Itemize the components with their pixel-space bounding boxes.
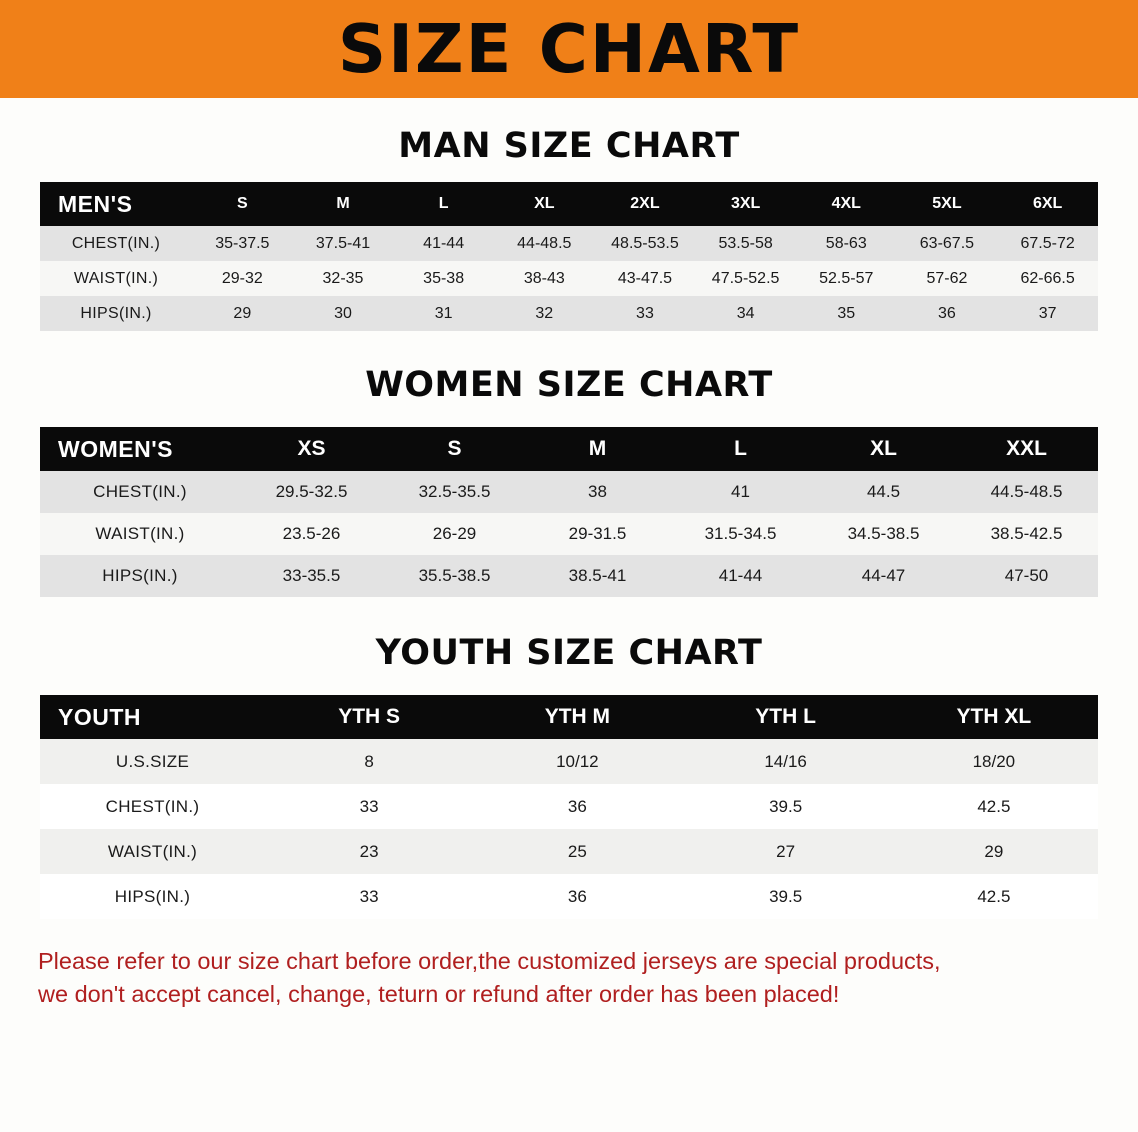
- table-cell: 44-48.5: [494, 226, 595, 261]
- man-table-wrapper: [40, 182, 1098, 331]
- table-cell: 47-50: [955, 555, 1098, 597]
- table-cell: 33: [265, 874, 473, 919]
- table-cell: 35-38: [393, 261, 494, 296]
- table-cell: 26-29: [383, 513, 526, 555]
- row-label: HIPS(IN.): [40, 296, 192, 331]
- table-cell: 62-66.5: [997, 261, 1098, 296]
- table-cell: 36: [897, 296, 998, 331]
- column-header: 3XL: [695, 182, 796, 226]
- women-table-wrapper: [40, 427, 1098, 597]
- table-cell: 52.5-57: [796, 261, 897, 296]
- banner: [0, 0, 1138, 98]
- table-cell: 41-44: [393, 226, 494, 261]
- column-header: YTH S: [265, 695, 473, 739]
- table-cell: 35.5-38.5: [383, 555, 526, 597]
- table-cell: 38.5-42.5: [955, 513, 1098, 555]
- table-cell: 30: [293, 296, 394, 331]
- column-header: 6XL: [997, 182, 1098, 226]
- table-cell: 48.5-53.5: [595, 226, 696, 261]
- disclaimer-line-2: we don't accept cancel, change, teturn or refund after order has been placed!: [38, 981, 840, 1008]
- column-header: MEN'S: [40, 182, 192, 226]
- women-section-heading: WOMEN SIZE CHART: [365, 365, 773, 405]
- table-cell: 53.5-58: [695, 226, 796, 261]
- table-row: [40, 471, 1098, 513]
- column-header: S: [383, 427, 526, 471]
- table-cell: 32: [494, 296, 595, 331]
- table-cell: 38.5-41: [526, 555, 669, 597]
- column-header: YOUTH: [40, 695, 265, 739]
- table-cell: 35-37.5: [192, 226, 293, 261]
- table-cell: 27: [682, 829, 890, 874]
- table-cell: 18/20: [890, 739, 1098, 784]
- table-cell: 44.5-48.5: [955, 471, 1098, 513]
- women-size-table: [40, 427, 1098, 597]
- column-header: XL: [812, 427, 955, 471]
- table-cell: 32.5-35.5: [383, 471, 526, 513]
- row-label: HIPS(IN.): [40, 874, 265, 919]
- table-cell: 37: [997, 296, 1098, 331]
- table-row: [40, 829, 1098, 874]
- table-row: [40, 874, 1098, 919]
- table-cell: 31: [393, 296, 494, 331]
- table-cell: 8: [265, 739, 473, 784]
- row-label: CHEST(IN.): [40, 471, 240, 513]
- table-cell: 58-63: [796, 226, 897, 261]
- table-cell: 44-47: [812, 555, 955, 597]
- row-label: WAIST(IN.): [40, 829, 265, 874]
- table-cell: 29-31.5: [526, 513, 669, 555]
- table-cell: 41: [669, 471, 812, 513]
- column-header: YTH M: [473, 695, 681, 739]
- table-cell: 23.5-26: [240, 513, 383, 555]
- man-size-table: [40, 182, 1098, 331]
- table-cell: 43-47.5: [595, 261, 696, 296]
- table-row: [40, 513, 1098, 555]
- table-cell: 38-43: [494, 261, 595, 296]
- row-label: WAIST(IN.): [40, 513, 240, 555]
- row-label: U.S.SIZE: [40, 739, 265, 784]
- table-cell: 34: [695, 296, 796, 331]
- column-header: XL: [494, 182, 595, 226]
- table-cell: 29: [890, 829, 1098, 874]
- table-cell: 25: [473, 829, 681, 874]
- column-header: WOMEN'S: [40, 427, 240, 471]
- table-cell: 41-44: [669, 555, 812, 597]
- table-cell: 44.5: [812, 471, 955, 513]
- column-header: XXL: [955, 427, 1098, 471]
- table-row: [40, 784, 1098, 829]
- column-header: S: [192, 182, 293, 226]
- disclaimer-line-1: Please refer to our size chart before order,the customized jerseys are special products,: [38, 948, 941, 974]
- column-header: XS: [240, 427, 383, 471]
- disclaimer-note: [38, 945, 1100, 1012]
- column-header: M: [526, 427, 669, 471]
- column-header: YTH L: [682, 695, 890, 739]
- column-header: 4XL: [796, 182, 897, 226]
- column-header: M: [293, 182, 394, 226]
- table-cell: 39.5: [682, 874, 890, 919]
- youth-table-wrapper: [40, 695, 1098, 919]
- table-header-row: [40, 182, 1098, 226]
- table-cell: 23: [265, 829, 473, 874]
- table-cell: 31.5-34.5: [669, 513, 812, 555]
- row-label: CHEST(IN.): [40, 226, 192, 261]
- table-cell: 14/16: [682, 739, 890, 784]
- youth-size-table: [40, 695, 1098, 919]
- table-cell: 42.5: [890, 784, 1098, 829]
- man-section-heading: MAN SIZE CHART: [398, 126, 740, 166]
- table-cell: 33: [595, 296, 696, 331]
- table-cell: 47.5-52.5: [695, 261, 796, 296]
- table-cell: 39.5: [682, 784, 890, 829]
- table-cell: 36: [473, 784, 681, 829]
- table-header-row: [40, 695, 1098, 739]
- table-cell: 67.5-72: [997, 226, 1098, 261]
- table-cell: 57-62: [897, 261, 998, 296]
- table-row: [40, 555, 1098, 597]
- page-title: SIZE CHART: [337, 9, 801, 88]
- column-header: 5XL: [897, 182, 998, 226]
- column-header: L: [393, 182, 494, 226]
- row-label: HIPS(IN.): [40, 555, 240, 597]
- table-cell: 34.5-38.5: [812, 513, 955, 555]
- table-row: [40, 261, 1098, 296]
- table-cell: 63-67.5: [897, 226, 998, 261]
- table-cell: 38: [526, 471, 669, 513]
- column-header: YTH XL: [890, 695, 1098, 739]
- table-cell: 29-32: [192, 261, 293, 296]
- table-row: [40, 296, 1098, 331]
- table-cell: 33-35.5: [240, 555, 383, 597]
- table-cell: 29.5-32.5: [240, 471, 383, 513]
- table-cell: 29: [192, 296, 293, 331]
- table-cell: 33: [265, 784, 473, 829]
- table-row: [40, 226, 1098, 261]
- column-header: 2XL: [595, 182, 696, 226]
- table-cell: 37.5-41: [293, 226, 394, 261]
- table-header-row: [40, 427, 1098, 471]
- row-label: WAIST(IN.): [40, 261, 192, 296]
- table-cell: 42.5: [890, 874, 1098, 919]
- table-row: [40, 739, 1098, 784]
- table-cell: 32-35: [293, 261, 394, 296]
- table-cell: 36: [473, 874, 681, 919]
- row-label: CHEST(IN.): [40, 784, 265, 829]
- column-header: L: [669, 427, 812, 471]
- youth-section-heading: YOUTH SIZE CHART: [375, 633, 763, 673]
- table-cell: 35: [796, 296, 897, 331]
- table-cell: 10/12: [473, 739, 681, 784]
